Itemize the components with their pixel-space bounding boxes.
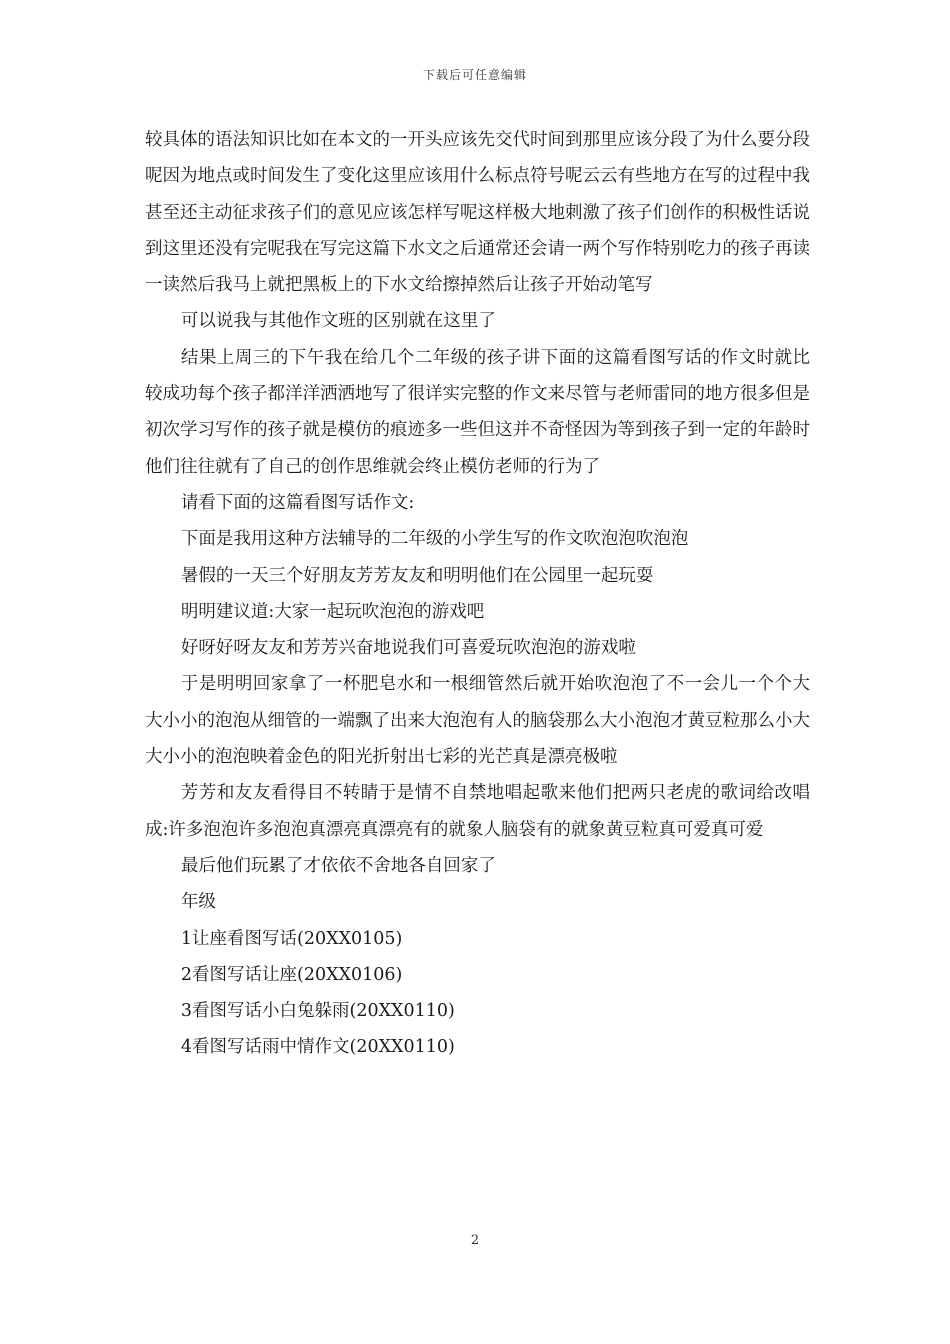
list-item: 3看图写话小白兔躲雨(20XX0110) — [180, 1001, 455, 1022]
paragraph: 较具体的语法知识比如在本文的一开头应该先交代时间到那里应该分段了为什么要分段呢因为地点或时间发生了变化这里应该用什么标点符号呢云云有些地方在写的过程中我甚至还主动征求孩子们的意见应该怎样写呢这样极大地刺激了孩子们创作的积极性话说到这里还没有完呢我在写完这篇下水文之后通常还会请一两个写作特别吃力的孩子再读一读然后我马上就把黑板上的下水文给擦掉然后让孩子开始动笔写 — [145, 130, 810, 296]
paragraph: 结果上周三的下午我在给几个二年级的孩子讲下面的这篇看图写话的作文时就比较成功每个孩子都洋洋洒洒地写了很详实完整的作文来尽管与老师雷同的地方很多但是初次学习写作的孩子就是模仿的痕迹多一些但这并不奇怪因为等到孩子到一定的年龄时他们往往就有了自己的创作思维就会终止模仿老师的行为了 — [145, 347, 810, 477]
paragraph: 最后他们玩累了才依依不舍地各自回家了 — [180, 855, 496, 876]
document-body — [145, 122, 810, 1066]
page-header: 下载后可任意编辑 — [422, 68, 527, 82]
paragraph: 好呀好呀友友和芳芳兴奋地说我们可喜爱玩吹泡泡的游戏啦 — [180, 638, 636, 659]
paragraph: 可以说我与其他作文班的区别就在这里了 — [180, 311, 496, 332]
paragraph: 暑假的一天三个好朋友芳芳友友和明明他们在公园里一起玩耍 — [180, 565, 654, 586]
list-item: 1让座看图写话(20XX0105) — [180, 928, 403, 949]
paragraph: 下面是我用这种方法辅导的二年级的小学生写的作文吹泡泡吹泡泡 — [180, 529, 689, 550]
paragraph: 请看下面的这篇看图写话作文: — [180, 492, 415, 513]
list-item: 2看图写话让座(20XX0106) — [180, 964, 403, 985]
paragraph: 年级 — [180, 892, 216, 913]
list-item: 4看图写话雨中情作文(20XX0110) — [180, 1037, 455, 1058]
paragraph: 芳芳和友友看得目不转睛于是情不自禁地唱起歌来他们把两只老虎的歌词给改唱成:许多泡泡许多泡泡真漂亮真漂亮有的就象人脑袋有的就象黄豆粒真可爱真可爱 — [145, 783, 810, 840]
page-number: 2 — [470, 1233, 480, 1248]
paragraph: 于是明明回家拿了一杯肥皂水和一根细管然后就开始吹泡泡了不一会儿一个个大大小小的泡泡从细管的一端飘了出来大泡泡有人的脑袋那么大小泡泡才黄豆粒那么小大大小小的泡泡映着金色的阳光折射出七彩的光芒真是漂亮极啦 — [145, 674, 810, 768]
paragraph: 明明建议道:大家一起玩吹泡泡的游戏吧 — [180, 601, 485, 622]
